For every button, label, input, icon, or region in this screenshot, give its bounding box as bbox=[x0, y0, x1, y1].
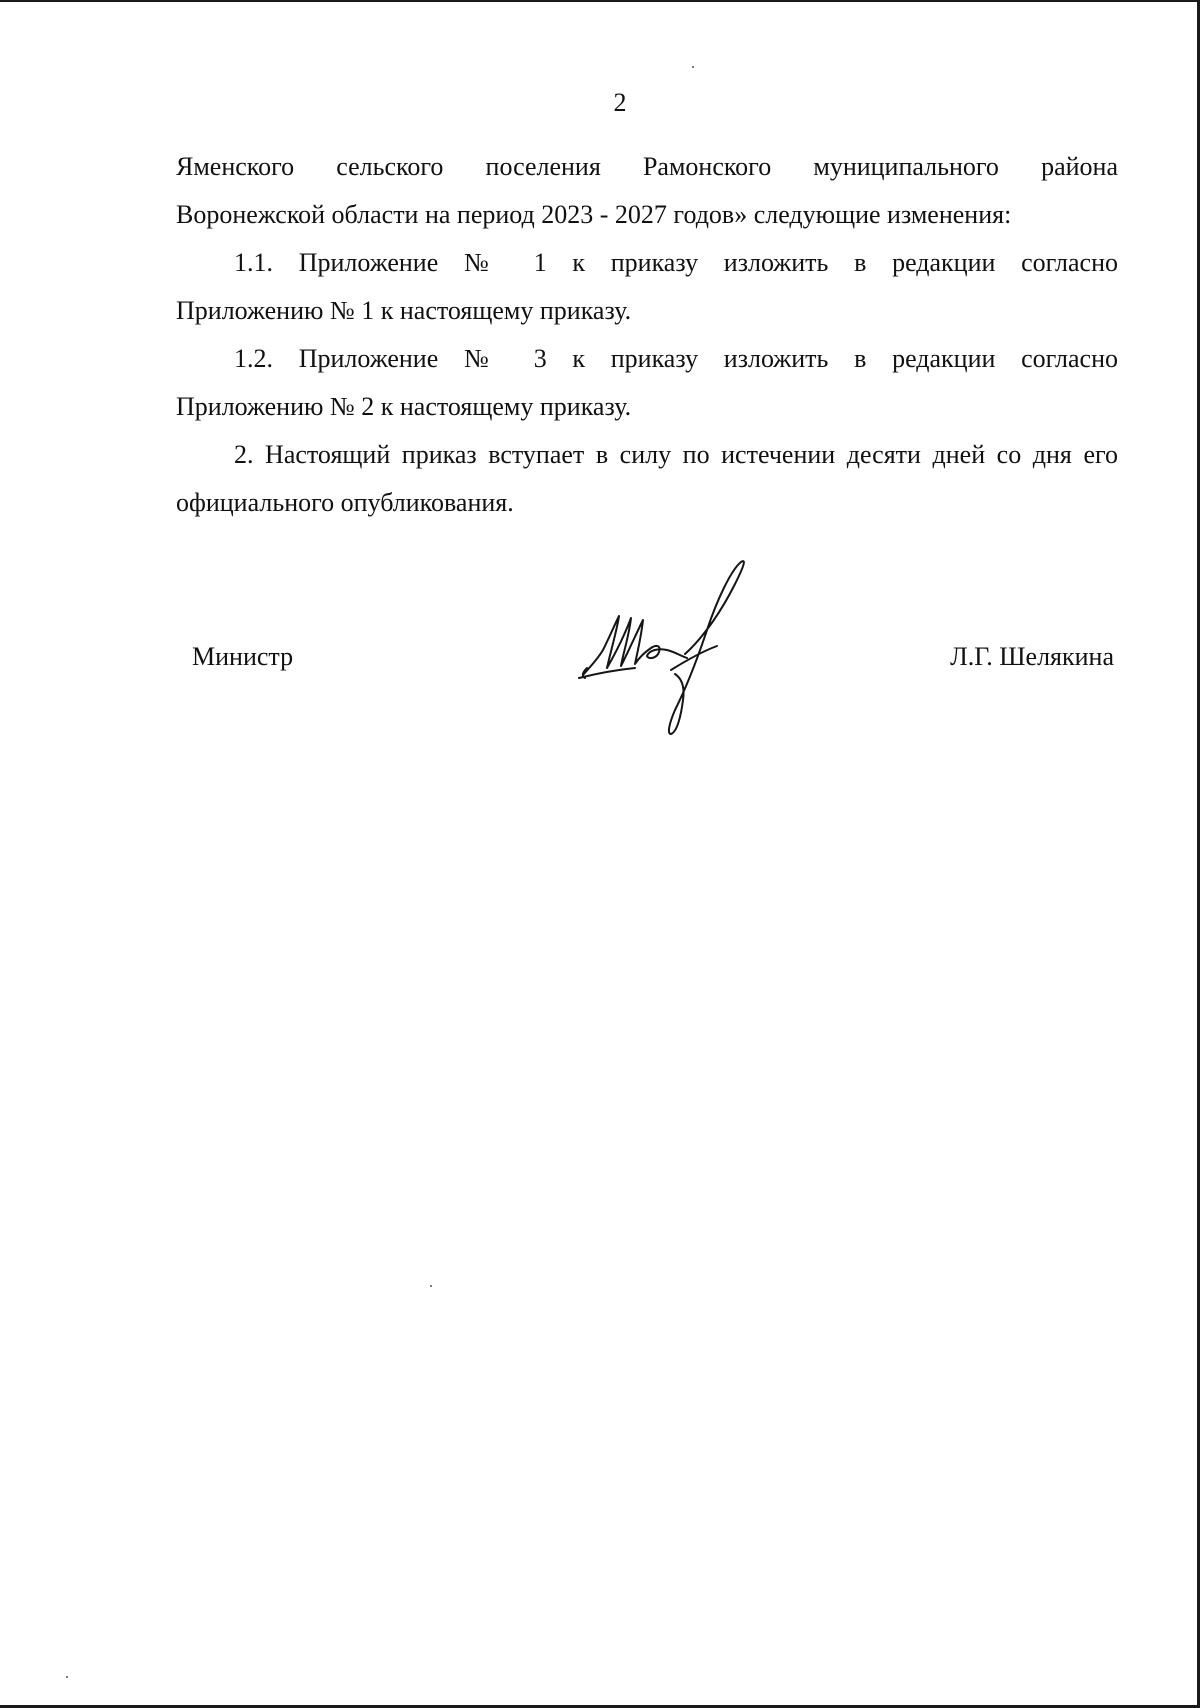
item-2-line-1: 2. Настоящий приказ вступает в силу по истечении десяти дней со дня его bbox=[234, 440, 1118, 469]
item-1-2-line-2: Приложению № 2 к настоящему приказу. bbox=[176, 392, 632, 421]
page-number: 2 bbox=[613, 88, 627, 117]
item-2-line-2: официального опубликования. bbox=[176, 488, 514, 517]
item-1-2-line-1: 1.2. Приложение № 3 к приказу изложить в редакции согласно bbox=[234, 344, 1118, 373]
body-line-1: Яменского сельского поселения Рамонского муниципального района bbox=[176, 152, 1118, 181]
handwritten-signature bbox=[575, 550, 775, 740]
scan-speck bbox=[430, 1285, 432, 1287]
scan-speck bbox=[692, 66, 694, 68]
signatory-title: Министр bbox=[192, 642, 294, 671]
item-1-1-line-1: 1.1. Приложение № 1 к приказу изложить в редакции согласно bbox=[234, 248, 1118, 277]
signatory-name: Л.Г. Шелякина bbox=[950, 642, 1114, 671]
body-line-2: Воронежской области на период 2023 - 2027 годов» следующие изменения: bbox=[176, 200, 1012, 229]
scan-speck bbox=[66, 1676, 68, 1678]
item-1-1-line-2: Приложению № 1 к настоящему приказу. bbox=[176, 296, 632, 325]
